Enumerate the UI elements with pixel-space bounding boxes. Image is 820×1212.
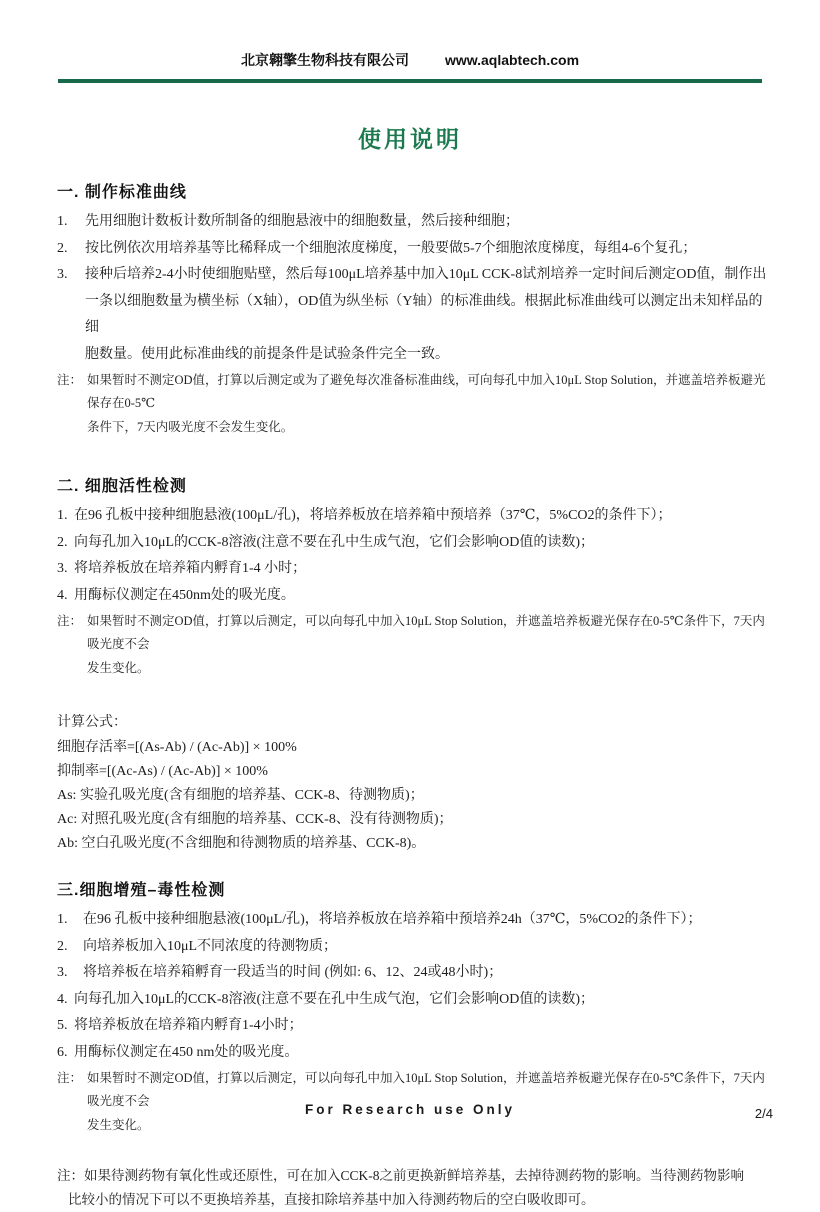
list-item xyxy=(57,1040,767,1067)
list-item xyxy=(57,556,767,583)
list-item xyxy=(57,262,767,289)
section-standard-curve xyxy=(57,179,767,439)
list-item-number: 5. xyxy=(57,1018,68,1033)
list-item-text: 向每孔加入10μL的CCK-8溶液(注意不要在孔中生成气泡，它们会影响OD值的读数)； xyxy=(74,991,595,1007)
list-item xyxy=(57,503,767,530)
final-note-line: 注：如果待测药物有氧化性或还原性，可在加入CCK-8之前更换新鲜培养基，去掉待测药物的影响。当待测药物影响 xyxy=(57,1168,745,1183)
list-item-text: 在96 孔板中接种细胞悬液(100μL/孔)，将培养板放在培养箱中预培养（37℃，5%CO2的条件下）； xyxy=(74,508,672,523)
list-item xyxy=(57,583,767,610)
formula-line: 抑制率=[(Ac-As) / (Ac-Ab)] × 100% xyxy=(57,764,268,779)
list-item-number: 2. xyxy=(57,534,68,550)
list-item xyxy=(57,209,767,236)
note-text: 发生变化。 xyxy=(87,1118,150,1132)
list-item xyxy=(57,236,767,263)
list-item-number: 3. xyxy=(57,561,68,576)
page-title: 使用说明 xyxy=(358,126,462,152)
green-divider xyxy=(58,79,762,83)
note-text: 如果暂时不测定OD值，打算以后测定或为了避免每次准备标准曲线，可向每孔中加入10μL Stop Solution，并遮盖培养板避光保存在0-5℃ xyxy=(87,373,766,410)
formula-line: 细胞存活率=[(As-Ab) / (Ac-Ab)] × 100% xyxy=(57,740,297,755)
list-item xyxy=(57,530,767,557)
list-item-continuation xyxy=(57,342,767,369)
list-item-text: 接种后培养2-4小时使细胞贴壁，然后每100μL培养基中加入10μL CCK-8试剂培养一定时间后测定OD值，制作出 xyxy=(85,267,767,282)
list-item-number: 2. xyxy=(57,240,68,256)
note-text: 如果暂时不测定OD值，打算以后测定，可以向每孔中加入10μL Stop Solution，并遮盖培养板避光保存在0-5℃条件下，7天内吸光度不会 xyxy=(87,1071,765,1108)
note-label: 注： xyxy=(57,1071,83,1085)
list-item-number: 1. xyxy=(57,912,68,927)
section-heading: 二. 细胞活性检测 xyxy=(57,478,187,495)
list-item xyxy=(57,907,767,934)
company-name: 北京翱擎生物科技有限公司 xyxy=(240,52,409,68)
list-item-text: 将培养板放在培养箱内孵育1-4小时； xyxy=(74,1018,303,1033)
note-text: 条件下，7天内吸光度不会发生变化。 xyxy=(87,420,294,434)
list-item-text: 按比例依次用培养基等比稀释成一个细胞浓度梯度，一般要做5-7个细胞浓度梯度，每组4-6个复孔； xyxy=(85,240,697,256)
note-label: 注： xyxy=(57,614,83,628)
final-note xyxy=(57,1164,767,1212)
list-item-continuation xyxy=(57,289,767,342)
list-item-text: 用酶标仪测定在450 nm处的吸光度。 xyxy=(74,1044,299,1060)
note-label: 注： xyxy=(57,373,83,387)
calculation-formulas xyxy=(57,709,767,856)
website-url: www.aqlabtech.com xyxy=(444,52,580,68)
note xyxy=(57,369,767,415)
list-item-text: 向培养板加入10μL不同浓度的待测物质； xyxy=(83,938,338,954)
list-item-number: 6. xyxy=(57,1044,68,1060)
list-item-text: 一条以细胞数量为横坐标（X轴），OD值为纵坐标（Y轴）的标准曲线。根据此标准曲线可以测定出未知样品的细 xyxy=(85,293,763,335)
list-item-text: 先用细胞计数板计数所制备的细胞悬液中的细胞数量，然后接种细胞； xyxy=(85,214,519,229)
page-number: 2/4 xyxy=(754,1106,773,1121)
list-item xyxy=(57,934,767,961)
list-item-number: 1. xyxy=(57,508,68,523)
section-cell-viability xyxy=(57,473,767,680)
section-heading: 一. 制作标准曲线 xyxy=(57,184,187,201)
formula-line: Ab: 空白孔吸光度(不含细胞和待测物质的培养基、CCK-8)。 xyxy=(57,836,426,851)
document-body xyxy=(57,179,767,1212)
list-item-number: 4. xyxy=(57,587,68,603)
section-proliferation-toxicity xyxy=(57,877,767,1137)
formula-line: Ac: 对照孔吸光度(含有细胞的培养基、CCK-8、没有待测物质)； xyxy=(57,812,453,827)
list-item-text: 胞数量。使用此标准曲线的前提条件是试验条件完全一致。 xyxy=(85,346,449,362)
list-item-number: 2. xyxy=(57,938,68,954)
final-note-line: 比较小的情况下可以不更换培养基，直接扣除培养基中加入待测药物后的空白吸收即可。 xyxy=(68,1192,595,1207)
list-item-number: 3. xyxy=(57,965,68,980)
note-text: 发生变化。 xyxy=(87,661,150,675)
footer-text: For Research use Only xyxy=(304,1102,516,1117)
list-item-text: 向每孔加入10μL的CCK-8溶液(注意不要在孔中生成气泡，它们会影响OD值的读数)； xyxy=(74,534,595,550)
list-item xyxy=(57,987,767,1014)
note xyxy=(57,610,767,656)
note-continuation xyxy=(57,1114,767,1137)
list-item-number: 1. xyxy=(57,214,68,229)
list-item-text: 将培养板在培养箱孵育一段适当的时间 (例如: 6、12、24或48小时)； xyxy=(83,965,503,980)
list-item xyxy=(57,1013,767,1040)
formula-line: As: 实验孔吸光度(含有细胞的培养基、CCK-8、待测物质)； xyxy=(57,788,424,803)
page-header xyxy=(0,50,820,70)
list-item-text: 在96 孔板中接种细胞悬液(100μL/孔)，将培养板放在培养箱中预培养24h（37℃，5%CO2的条件下）； xyxy=(83,912,702,927)
section-heading: 三.细胞增殖–毒性检测 xyxy=(57,882,226,899)
formula-label: 计算公式： xyxy=(57,715,127,730)
note-continuation xyxy=(57,416,767,439)
note-continuation xyxy=(57,657,767,680)
note-text: 如果暂时不测定OD值，打算以后测定，可以向每孔中加入10μL Stop Solution，并遮盖培养板避光保存在0-5℃条件下，7天内吸光度不会 xyxy=(87,614,765,651)
list-item-number: 3. xyxy=(57,267,68,282)
list-item-text: 用酶标仪测定在450nm处的吸光度。 xyxy=(74,587,295,603)
list-item xyxy=(57,960,767,987)
list-item-number: 4. xyxy=(57,991,68,1007)
list-item-text: 将培养板放在培养箱内孵育1-4 小时； xyxy=(74,561,307,576)
